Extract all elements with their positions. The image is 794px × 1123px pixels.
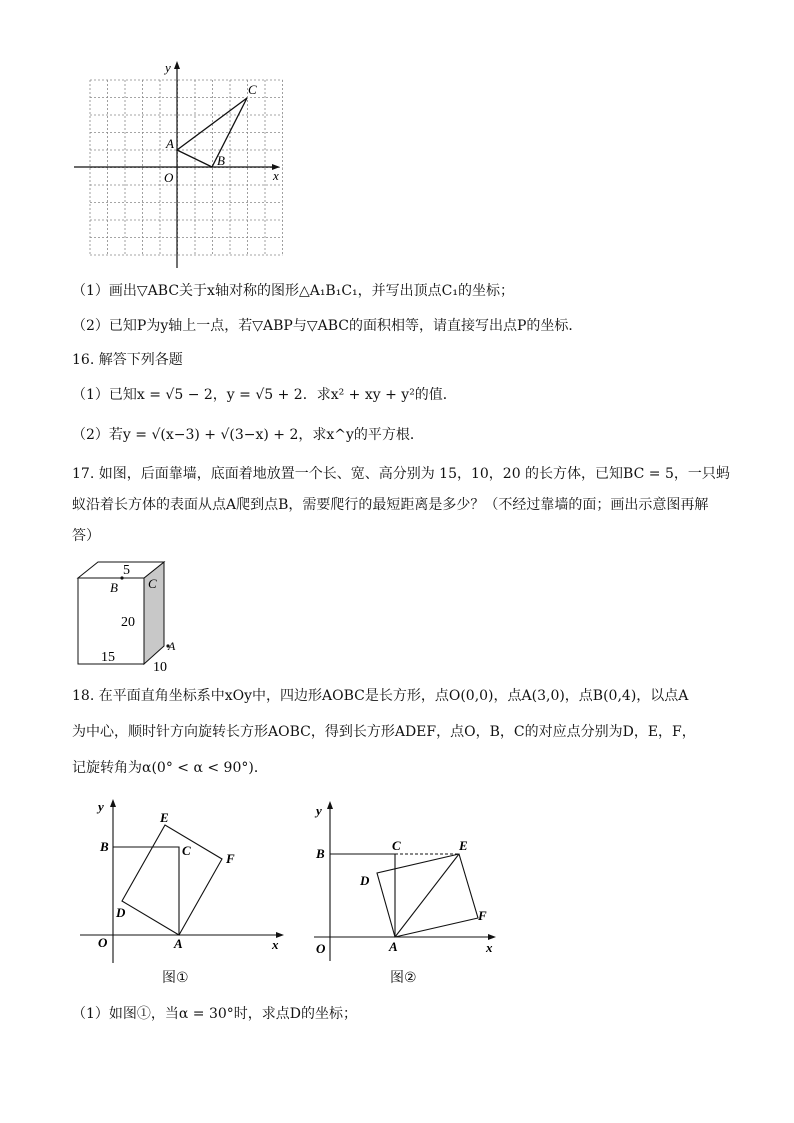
label-d: D xyxy=(360,873,370,888)
label-x: x xyxy=(486,940,493,955)
label-x: x xyxy=(273,168,279,183)
q16-part2: （2）若y = √(x−3) + √(3−x) + 2，求x^y的平方根． xyxy=(72,427,424,443)
q17-line1: 17. 如图，后面靠墙，底面着地放置一个长、宽、高分别为 15，10，20 的长方体，已知BC = 5，一只蚂 xyxy=(72,466,730,482)
label-d: D xyxy=(116,905,126,920)
label-height-20: 20 xyxy=(121,615,135,630)
label-c: C xyxy=(182,843,191,858)
q16-part1: （1）已知x = √5 − 2，y = √5 + 2．求x² + xy + y²的值． xyxy=(72,387,457,403)
q17-line2: 蚁沿着长方体的表面从点A爬到点B，需要爬行的最短距离是多少？（不经过靠墙的面；画出示意图再解 xyxy=(72,497,709,513)
label-c: C xyxy=(148,576,157,591)
label-a: A xyxy=(389,939,398,954)
label-o: O xyxy=(98,935,108,950)
figure-1 xyxy=(80,795,290,985)
rect-aobc xyxy=(113,847,179,935)
label-e: E xyxy=(160,810,169,825)
q16-title: 16. 解答下列各题 xyxy=(72,352,183,368)
label-b: B xyxy=(217,153,225,168)
label-y: y xyxy=(165,60,171,75)
label-c: C xyxy=(392,838,401,853)
q18-line1: 18. 在平面直角坐标系中xOy中，四边形AOBC是长方形，点O(0,0)，点A(3,0)，点B(0,4)，以点A xyxy=(72,688,689,704)
q17-line3: 答） xyxy=(72,528,100,544)
q15-part2: （2）已知P为y轴上一点，若▽ABP与▽ABC的面积相等，请直接写出点P的坐标． xyxy=(72,318,583,334)
q18-line2: 为中心，顺时针方向旋转长方形AOBC，得到长方形ADEF，点O，B，C的对应点分别为D，E，F， xyxy=(72,724,696,740)
grid-figure xyxy=(70,58,290,270)
label-a: A xyxy=(168,639,176,653)
label-y: y xyxy=(316,803,322,818)
label-b: B xyxy=(316,846,325,861)
y-axis-arrow xyxy=(174,61,180,69)
q15-part1: （1）画出▽ABC关于x轴对称的图形△A₁B₁C₁，并写出顶点C₁的坐标； xyxy=(72,283,514,299)
label-o: O xyxy=(316,941,326,956)
y-axis-arrow xyxy=(327,801,333,809)
label-c: C xyxy=(248,82,257,97)
figure-2 xyxy=(300,795,510,985)
rect-adef xyxy=(122,825,222,935)
label-a: A xyxy=(174,936,183,951)
label-y: y xyxy=(98,799,104,814)
cuboid-figure xyxy=(74,558,184,674)
q18-part1: （1）如图①，当α = 30°时，求点D的坐标； xyxy=(72,1006,358,1022)
y-axis-arrow xyxy=(110,799,116,807)
label-width-10: 10 xyxy=(153,660,167,674)
figure-1-caption: 图① xyxy=(162,970,189,986)
rect-aobc xyxy=(330,854,395,937)
label-b: B xyxy=(100,839,109,854)
label-f: F xyxy=(226,851,235,866)
label-top-5: 5 xyxy=(123,563,130,578)
label-b: B xyxy=(110,580,118,595)
label-x: x xyxy=(272,937,279,952)
label-e: E xyxy=(459,838,468,853)
label-o: O xyxy=(164,170,174,185)
figure-2-caption: 图② xyxy=(390,970,417,986)
label-length-15: 15 xyxy=(101,650,115,665)
q18-line3: 记旋转角为α(0° < α < 90°)． xyxy=(72,760,268,776)
label-a: A xyxy=(166,136,174,151)
label-f: F xyxy=(478,908,487,923)
